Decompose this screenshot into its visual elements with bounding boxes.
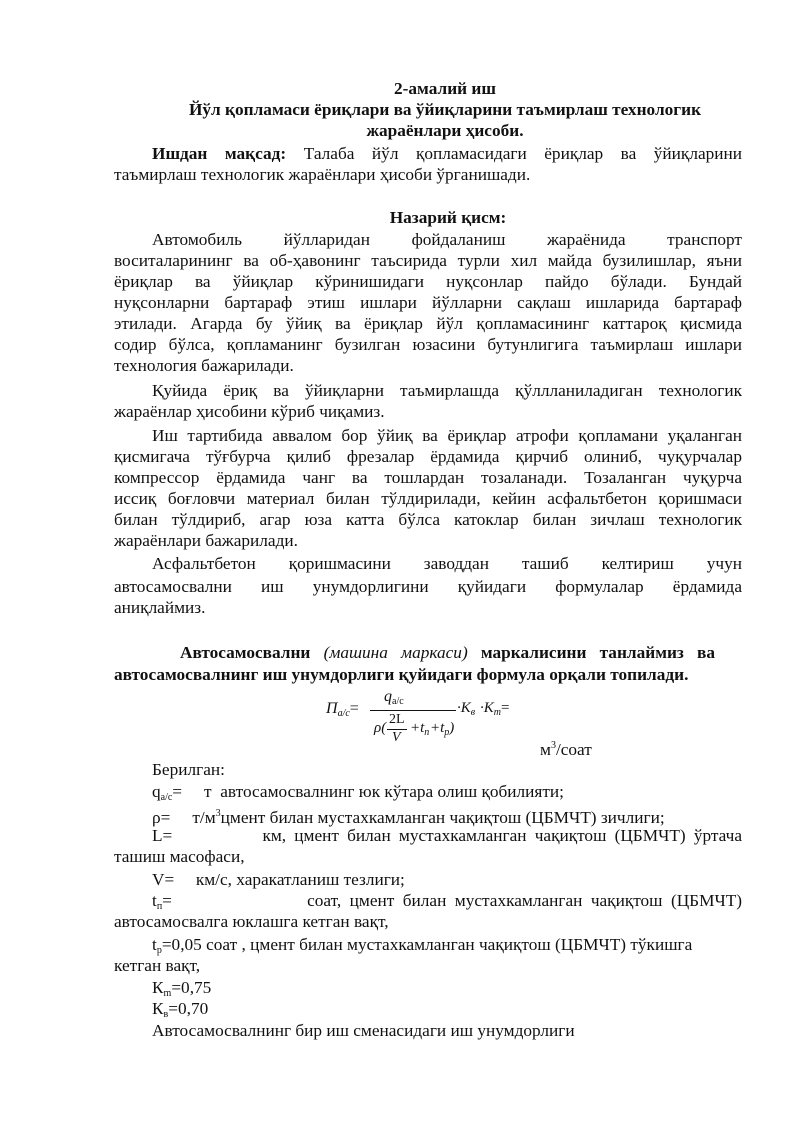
title-line-2: Йўл қопламаси ёриқлари ва ўйиқларини таъмирлаш технологик xyxy=(188,100,702,119)
given-V: V= км/с, харакатланиш тезлиги; xyxy=(152,870,405,889)
given-tn-cont: автосамосвалга юклашга кетган вақт, xyxy=(114,912,389,931)
goal-text: Талаба йўл қопламасидаги ёриқлар ва ўйиқларини xyxy=(303,144,743,163)
theory-line: содир бўлса, қопламанинг бузилган юзасини бутунлигига таъмирлаш ишлари xyxy=(114,335,742,354)
selection-line-2: автосамосвалнинг иш унумдорлиги қуйидаги формула орқали топилади. xyxy=(114,665,689,684)
given-tp: $t_р=0,05$ соат , цмент билан мустахкамланган чақиқтош (ЦБМЧТ) тўкишга xyxy=(152,935,693,956)
given-tp-cont: кетган вақт, xyxy=(114,956,201,975)
work-number: 2-амалий иш xyxy=(394,79,496,98)
formula-fraction-bar xyxy=(370,710,456,711)
theory-line: автосамосвални иш унумдорлигини қуйидаги формулалар ёрдамида xyxy=(114,577,742,596)
formula-kv: $\cdot K_в$ xyxy=(457,700,476,718)
goal-line-2: таъмирлаш технологик жараёнлари ҳисоби ўрганишади. xyxy=(114,165,531,184)
given-tn: $t_п=$ соат, цмент билан мустахкамланган чақиқтош (ЦБМЧТ) xyxy=(152,891,743,912)
given-q: $q_{а/с}= т$ автосамосвалнинг юк кўтара олиш қобилияти; xyxy=(152,782,564,803)
selection-bold-2: маркалисини танлаймиз ва xyxy=(480,643,715,662)
given-kv: $К_в=0,70$ xyxy=(152,999,209,1020)
given-last-line: Автосамосвалнинг бир иш сменасидаги иш унумдорлиги xyxy=(152,1021,575,1040)
theory-line: этилади. Агарда бу ўйиқ ва ёриқлар йўл қопламасининг каттароқ қисмида xyxy=(114,314,742,333)
given-L-cont: ташиш масофаси, xyxy=(114,847,245,866)
theory-line: технология бажарилади. xyxy=(114,356,294,375)
theory-line: қисмигача тўғбурча қилиб фрезалар ёрдамида қирчиб олиниб, чуқурчалар xyxy=(114,447,742,466)
title-line-3: жараёнлари ҳисоби. xyxy=(366,121,524,140)
given-heading: Берилган: xyxy=(152,760,225,779)
theory-line: жараёнлари бажарилади. xyxy=(114,531,298,550)
theory-line: нуқсонларни бартараф этиш ишлари йўлларни сақлаш ишларида бартараф xyxy=(114,293,742,312)
goal-line-1 xyxy=(152,143,742,164)
formula-lhs: $П_{а/с}=$ xyxy=(326,700,359,719)
theory-line: ёриқлар ва ўйиқлар кўринишидаги нуқсонлар пайдо бўлади. Бундай xyxy=(114,272,742,291)
theory-heading: Назарий қисм: xyxy=(389,208,507,227)
given-L: L= км, цмент билан мустахкамланган чақиқтош (ЦБМЧТ) ўртача xyxy=(152,826,742,845)
theory-line: Асфальтбетон қоришмасини заводдан ташиб келтириш учун xyxy=(152,554,742,573)
formula-rho: ρ( xyxy=(374,720,387,736)
formula-km: $\cdot K_m=$ xyxy=(480,700,510,718)
selection-line-1 xyxy=(180,642,715,663)
theory-line: Иш тартибида аввалом бор ўйиқ ва ёриқлар атрофи қопламани уқаланган xyxy=(152,426,742,445)
formula-frac-num: 2L xyxy=(389,712,405,727)
theory-line: воситаларининг ва об-ҳавонинг таъсирида турли хил майда бузилишлар, яъни xyxy=(114,251,742,270)
theory-line: аниқлаймиз. xyxy=(114,598,206,617)
formula-frac-den: V xyxy=(392,730,401,745)
goal-label: Ишдан мақсад: xyxy=(152,144,287,163)
formula-tp: $+t_р$) xyxy=(430,720,455,738)
selection-bold-1: Автосамосвални xyxy=(180,643,311,662)
given-rho: $\rho= т/м^3цмент$ билан мустахкамланган чақиқтош (ЦБМЧТ) зичлиги; xyxy=(152,808,665,827)
formula-tn: $+t_п$ xyxy=(410,720,430,738)
given-km: $К_m=0,75$ xyxy=(152,978,212,999)
theory-line: Қуйида ёриқ ва ўйиқларни таъмирлашда қўллланиладиган технологик xyxy=(152,381,742,400)
formula-numerator: $q_{а/с}$ xyxy=(384,688,404,707)
theory-line: компрессор ёрдамида чанг ва тошлардан тозаланади. Тозаланган чуқурча xyxy=(114,468,742,487)
theory-line: жараёнлар ҳисобини кўриб чиқамиз. xyxy=(114,402,385,421)
formula-unit: $м^3$/соат xyxy=(540,740,592,759)
theory-line: билан тўлдириб, агар юза катта бўлса катоклар билан зичлаш технологик xyxy=(114,510,742,529)
theory-line: иссиқ боғловчи материал билан тўлдирилади, кейин асфальтбетон қоришмаси xyxy=(114,489,742,508)
theory-line: Автомобиль йўлларидан фойдаланиш жараёнида транспорт xyxy=(152,230,742,249)
productivity-formula xyxy=(322,690,542,750)
selection-italic: (машина маркаси) xyxy=(323,643,468,662)
